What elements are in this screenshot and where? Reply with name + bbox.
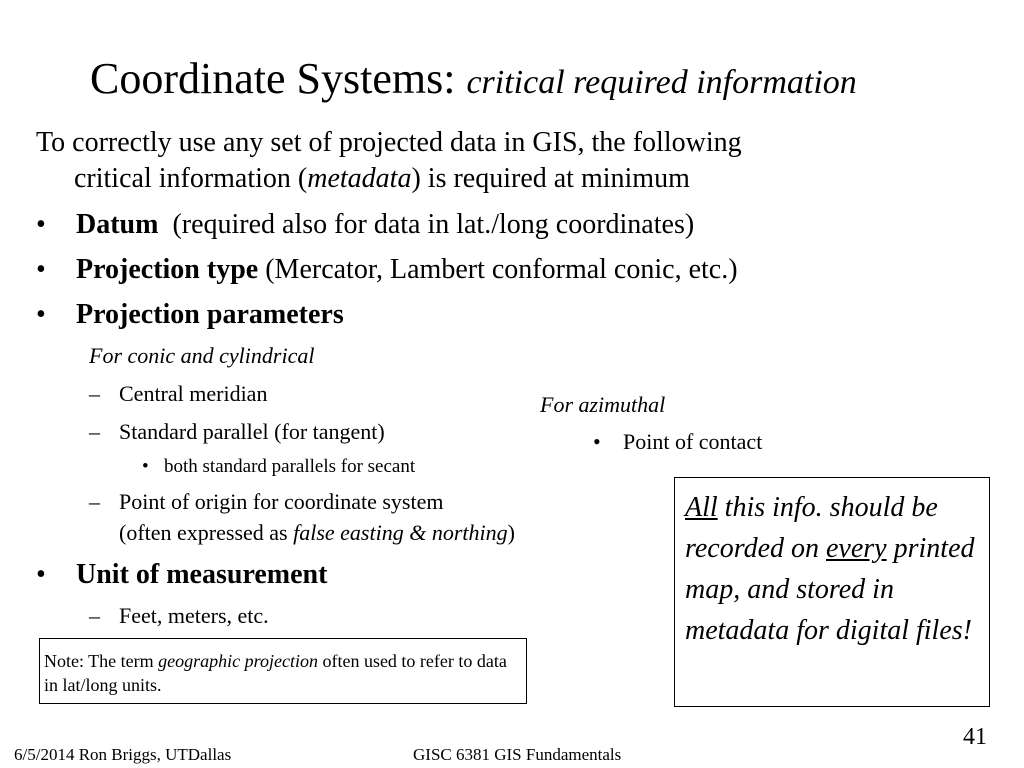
bullet-symbol: •	[142, 456, 149, 477]
intro-metadata-term: metadata	[307, 163, 412, 194]
origin-text-after: )	[507, 520, 515, 545]
conic-subitem-text: both standard parallels for secant	[164, 456, 416, 477]
bullet-datum-bold: Datum	[76, 209, 159, 240]
note-text-before: Note: The term	[44, 651, 159, 671]
bullet-symbol: •	[36, 254, 46, 285]
callout-text-1: this info. should be recorded on	[685, 492, 938, 564]
title-main: Coordinate Systems:	[90, 54, 456, 103]
bullet-projection-type-bold: Projection type	[76, 254, 259, 285]
bullet-symbol: •	[36, 209, 46, 240]
conic-item-text: Standard parallel (for tangent)	[119, 419, 385, 444]
callout-every: every	[826, 533, 887, 564]
bullet-symbol: •	[593, 429, 601, 454]
conic-subitem-secant	[142, 455, 415, 479]
conic-item-standard-parallel	[89, 418, 385, 446]
footer-date-author: 6/5/2014 Ron Briggs, UTDallas	[14, 745, 232, 764]
note-text-after: often used to refer to data in lat/long units.	[44, 651, 507, 695]
note-term: geographic projection	[158, 651, 318, 671]
conic-item-point-of-origin-line-2	[119, 519, 515, 547]
conic-item-text: Point of origin for coordinate system	[119, 489, 444, 514]
intro-line-2	[74, 161, 690, 197]
dash-symbol: –	[89, 489, 100, 514]
title-subtitle: critical required information	[466, 64, 857, 101]
azimuthal-item-text: Point of contact	[623, 429, 763, 454]
bullet-datum-text: (required also for data in lat./long coordinates)	[172, 209, 695, 240]
bullet-projection-parameters-bold: Projection parameters	[76, 299, 344, 330]
azimuthal-item	[593, 428, 762, 456]
bullet-symbol: •	[36, 559, 46, 590]
bullet-projection-type-text: (Mercator, Lambert conformal conic, etc.)	[265, 254, 738, 285]
callout-all: All	[685, 492, 718, 523]
intro-line-1: To correctly use any set of projected data in GIS, the following	[36, 127, 742, 158]
bullet-unit-of-measurement	[36, 557, 327, 593]
origin-text-before: (often expressed as	[119, 520, 294, 545]
dash-symbol: –	[89, 381, 100, 406]
unit-item-text: Feet, meters, etc.	[119, 603, 269, 628]
callout-box	[674, 477, 990, 707]
unit-item	[89, 602, 269, 630]
conic-item-central-meridian	[89, 380, 267, 408]
dash-symbol: –	[89, 603, 100, 628]
footer-course: GISC 6381 GIS Fundamentals	[413, 745, 622, 764]
bullet-projection-type	[36, 252, 738, 288]
intro-text-after: ) is required at minimum	[411, 163, 690, 194]
conic-item-text: Central meridian	[119, 381, 268, 406]
bullet-projection-parameters	[36, 297, 344, 333]
conic-item-point-of-origin	[89, 488, 443, 516]
note-box	[39, 638, 527, 704]
intro-text-before: critical information (	[74, 163, 308, 194]
azimuthal-heading: For azimuthal	[540, 392, 666, 417]
dash-symbol: –	[89, 419, 100, 444]
bullet-datum	[36, 207, 694, 243]
origin-text-italic: false easting & northing	[293, 520, 508, 545]
bullet-symbol: •	[36, 299, 46, 330]
conic-heading: For conic and cylindrical	[89, 343, 315, 368]
slide-title	[90, 52, 857, 110]
bullet-unit-bold: Unit of measurement	[76, 559, 328, 590]
callout-text-2: printed map, and stored in metadata for digital files!	[685, 533, 975, 646]
page-number: 41	[963, 724, 987, 750]
